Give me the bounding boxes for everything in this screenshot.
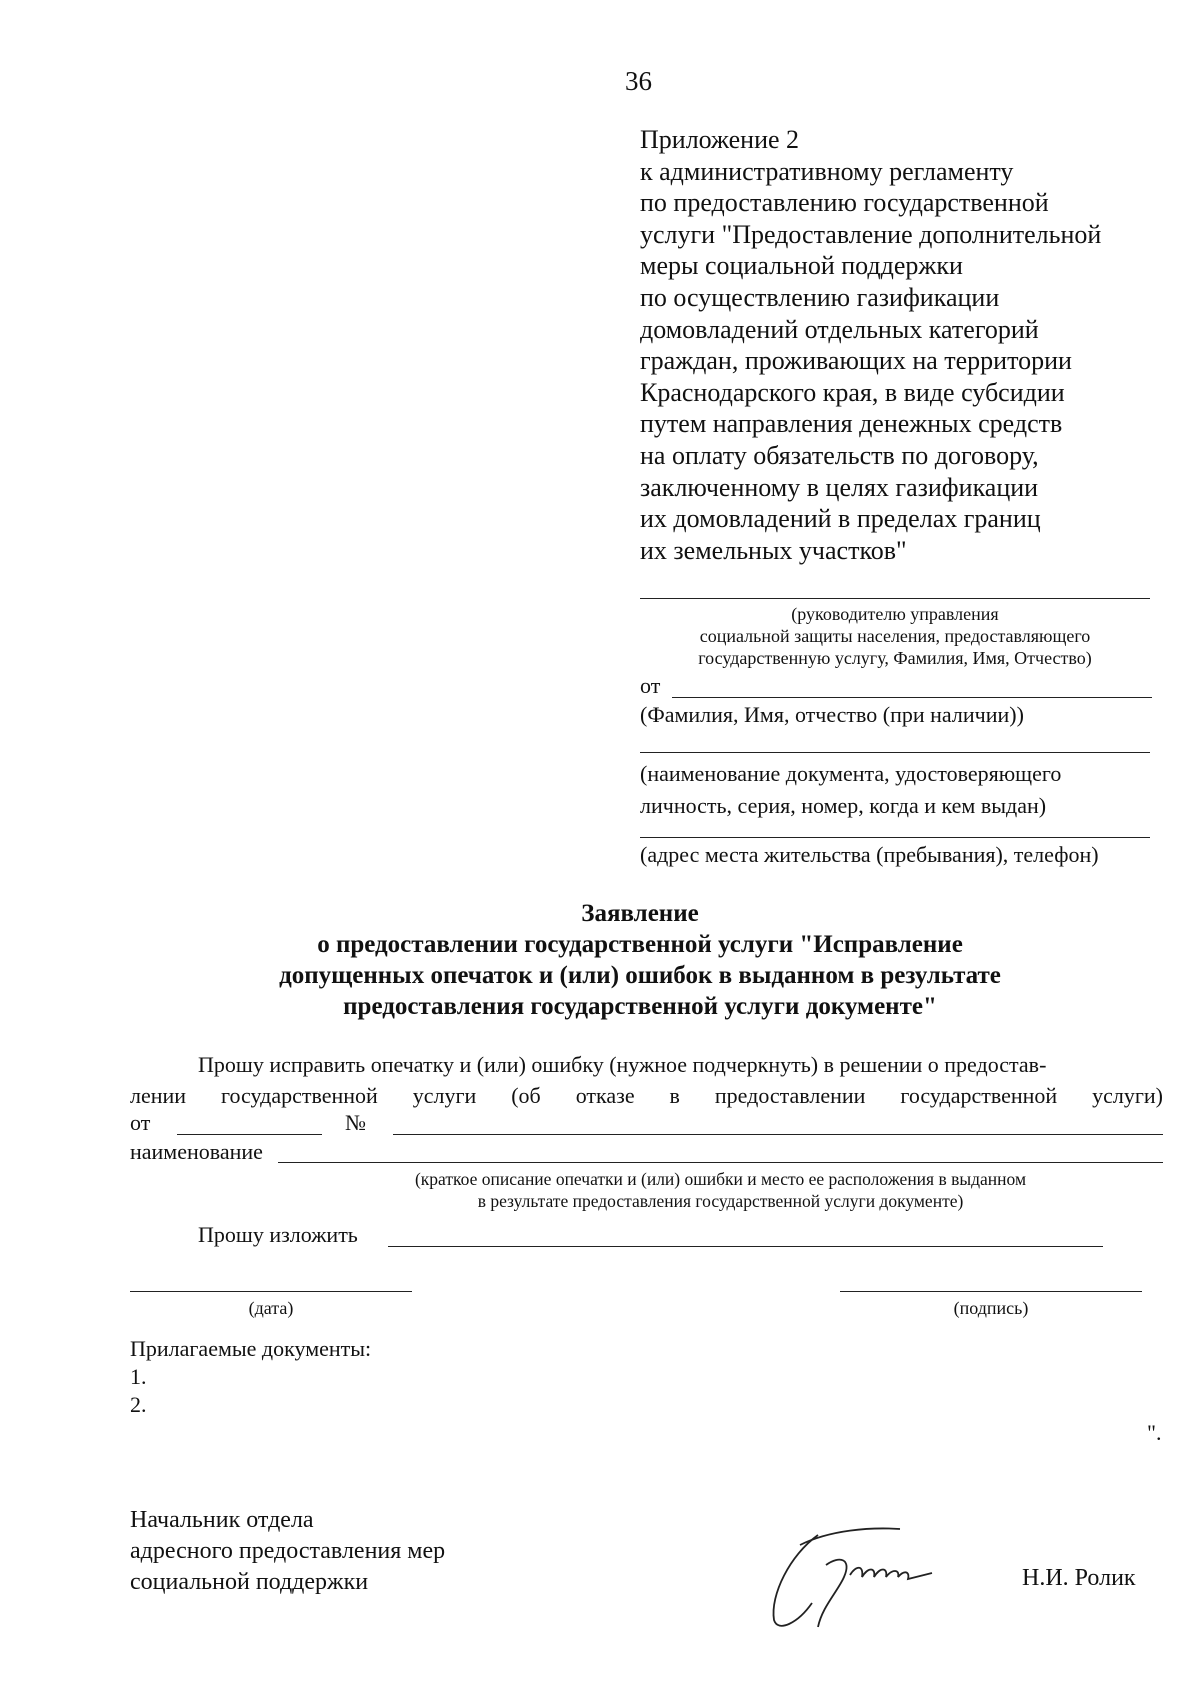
from-label: от [640, 673, 661, 698]
applicant-name-caption: (Фамилия, Имя, отчество (при наличии)) [640, 702, 1024, 727]
appendix-line: домовладений отдельных категорий [640, 314, 1039, 344]
appendix-line: по осуществлению газификации [640, 282, 1000, 312]
attachments-label: Прилагаемые документы: [130, 1336, 372, 1361]
appendix-line: к административному регламенту [640, 156, 1014, 186]
decision-number-label: № [345, 1110, 366, 1135]
appendix-line: на оплату обязательств по договору, [640, 440, 1039, 470]
state-field[interactable] [388, 1246, 1103, 1247]
recipient-line[interactable] [640, 598, 1150, 599]
description-caption: (краткое описание опечатки и (или) ошибки и место ее расположения в выданном в результате предоставления государственной услуги документе) [414, 1169, 1027, 1211]
signatory-name: Н.И. Ролик [1022, 1565, 1136, 1591]
date-caption: (дата) [248, 1298, 294, 1318]
closing-quote: ". [1147, 1420, 1162, 1445]
handwritten-signature [760, 1515, 960, 1635]
attachment-item: 2. [130, 1392, 147, 1417]
appendix-line: путем направления денежных средств [640, 409, 1063, 439]
signature-line[interactable] [840, 1291, 1142, 1292]
address-caption: (адрес места жительства (пребывания), телефон) [640, 842, 1099, 867]
request-text-cont: лении государственной услуги (об отказе в предоставлении государственной услуги) [130, 1083, 1163, 1108]
page-number: 36 [625, 66, 652, 96]
appendix-line: граждан, проживающих на территории [640, 346, 1072, 376]
appendix-line: Приложение 2 [640, 125, 800, 154]
appendix-line: по предоставлению государственной [640, 188, 1049, 218]
appendix-line: услуги "Предоставление дополнительной [640, 219, 1102, 249]
attachment-item: 1. [130, 1364, 147, 1389]
appendix-line: заключенному в целях газификации [640, 472, 1039, 502]
signatory-position: Начальник отдела адресного предоставления мер социальной поддержки [130, 1507, 446, 1595]
appendix-line: Краснодарского края, в виде субсидии [640, 377, 1065, 407]
appendix-line: их земельных участков" [640, 535, 907, 565]
recipient-caption: (руководителю управления социальной защиты населения, предоставляющего государственную услугу, Фамилия, Имя, Отчество) [698, 604, 1092, 668]
decision-from-label: от [130, 1110, 151, 1135]
document-title: Заявление о предоставлении государственной услуги "Исправление допущенных опечаток и (или) ошибок в выданном в результате предоставления государственной услуги документе" [279, 900, 1001, 1020]
applicant-name-line[interactable] [672, 697, 1152, 698]
appendix-line: меры социальной поддержки [640, 251, 963, 281]
appendix-header [640, 124, 1101, 566]
name-field[interactable] [278, 1162, 1163, 1163]
signature-caption: (подпись) [953, 1298, 1029, 1318]
name-label: наименование [130, 1139, 263, 1164]
date-line[interactable] [130, 1291, 412, 1292]
decision-date-field[interactable] [177, 1134, 322, 1135]
appendix-line: их домовладений в пределах границ [640, 504, 1041, 534]
id-document-line[interactable] [640, 752, 1150, 753]
address-line[interactable] [640, 837, 1150, 838]
request-text: Прошу исправить опечатку и (или) ошибку (нужное подчеркнуть) в решении о предостав- [198, 1052, 1047, 1077]
state-label: Прошу изложить [198, 1222, 358, 1247]
decision-number-field[interactable] [393, 1134, 1163, 1135]
id-document-caption: (наименование документа, удостоверяющего личность, серия, номер, когда и кем выдан) [640, 761, 1062, 818]
